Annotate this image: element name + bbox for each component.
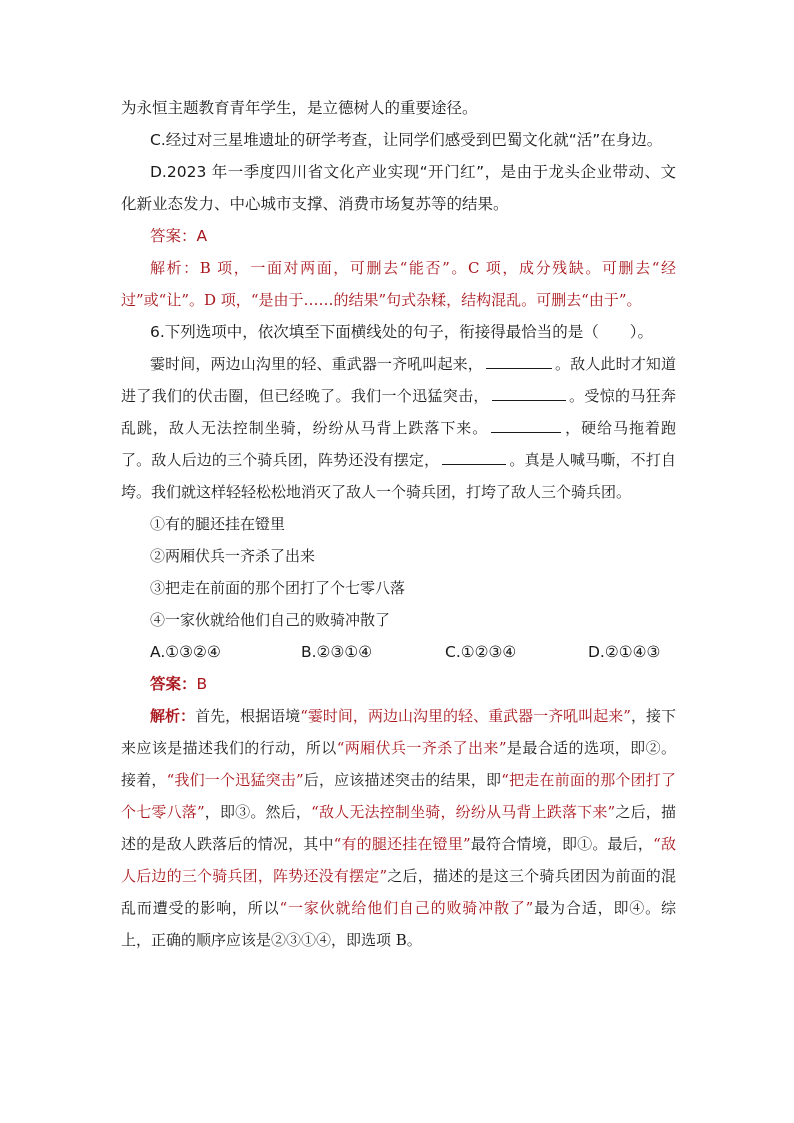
q5-answer	[121, 220, 676, 252]
q6-answer-label: 答案：	[150, 675, 197, 693]
q6-analysis-17: 最为合适，即④。综上，正确的顺序应该是②③①④，即选项 B。	[121, 899, 676, 949]
blank-4	[442, 446, 506, 465]
q6-analysis-4: “两厢伏兵一齐杀了出来”	[336, 739, 507, 757]
q5-analysis	[121, 252, 676, 316]
option-c: C.经过对三星堆遗址的研学考查，让同学们感受到巴蜀文化就“活”在身边。	[150, 131, 663, 149]
q5-analysis-highlight: “是由于……的结果”句式杂糅，结构混乱。可删去“由于”。	[250, 291, 642, 309]
q6-question: 6.下列选项中，依次填至下面横线处的句子，衔接得最恰当的是（ ）。	[150, 323, 654, 341]
blank-1	[486, 350, 552, 369]
q6-analysis-6: “我们一个迅猛突击”	[166, 771, 304, 789]
q6-option-4: ④一家伙就给他们自己的败骑冲散了	[150, 611, 391, 629]
passage-part-1: 霎时间，两边山沟里的轻、重武器一齐吼叫起来，	[150, 355, 483, 373]
q6-analysis	[121, 700, 676, 956]
passage-part-5: 。真是人喊马嘶，不打自垮。我们就这样轻轻松松地消灭了敌人一个骑兵团，打垮了敌人三个骑兵团。	[121, 451, 676, 501]
q6-analysis-15: 之后，描述的是这三个骑兵团因为前面的混乱而遭受的影响，所以	[121, 867, 676, 917]
q6-option-1: ①有的腿还挂在镫里	[150, 515, 286, 533]
q6-analysis-10: “敌人无法控制坐骑，纷纷从马背上跌落下来”	[311, 803, 616, 821]
q6-option-3: ③把走在前面的那个团打了个七零八落	[150, 579, 406, 597]
q5-answer-value: A	[196, 227, 208, 245]
q6-analysis-13: 最符合情境，即①。最后，	[470, 835, 654, 853]
q6-answer-value: B	[196, 675, 208, 693]
choice-b: B.②③①④	[301, 643, 373, 661]
document-page	[121, 92, 676, 956]
q6-analysis-label: 解析：	[150, 707, 196, 725]
passage-part-3: 。受惊的马狂奔乱跳，敌人无法控制坐骑，纷纷从马背上跌落下来。	[121, 387, 676, 437]
q6-analysis-14: “敌人后边的三个骑兵团，阵势还没有摆定”	[121, 835, 676, 885]
option-b-continuation: 为永恒主题教育青年学生，是立德树人的重要途径。	[121, 99, 478, 117]
q6-analysis-12: “有的腿还挂在镫里”	[333, 835, 471, 853]
q5-analysis-text: B 项，一面对两面，可删去“能否”。C 项，成分残缺。可删去“经过”或“让”。D 项，	[121, 259, 676, 309]
choice-a: A.①③②④	[150, 643, 221, 661]
q5-analysis-label: 解析：	[150, 259, 200, 277]
q6-analysis-2: “霎时间，两边山沟里的轻、重武器一齐吼叫起来”	[300, 707, 631, 725]
choice-d: D.②①④③	[588, 643, 661, 661]
q6-analysis-16: “一家伙就给他们自己的败骑冲散了”	[279, 899, 534, 917]
choice-c: C.①②③④	[445, 643, 517, 661]
q6-answer	[121, 668, 676, 700]
q6-analysis-8: “把走在前面的那个团打了个七零八落”	[121, 771, 676, 821]
q6-passage	[121, 348, 676, 508]
option-d: D.2023 年一季度四川省文化产业实现“开门红”，是由于龙头企业带动、文化新业态发力、中心城市支撑、消费市场复苏等的结果。	[121, 163, 676, 213]
q6-choices	[121, 636, 676, 668]
q6-analysis-7: 后，应该描述突击的结果，即	[303, 771, 502, 789]
q6-analysis-5: 是最合适的选项，即②。接着，	[121, 739, 676, 789]
q6-analysis-1: 首先，根据语境	[195, 707, 301, 725]
q6-analysis-11: 之后，描述的是敌人跌落后的情况，其中	[121, 803, 676, 853]
passage-part-2: 。敌人此时才知道进了我们的伏击圈，但已经晚了。我们一个迅猛突击，	[121, 355, 676, 405]
blank-2	[492, 382, 566, 401]
q6-option-2: ②两厢伏兵一齐杀了出来	[150, 547, 316, 565]
q5-answer-label: 答案：	[150, 227, 197, 245]
passage-part-4: ，硬给马拖着跑了。敌人后边的三个骑兵团，阵势还没有摆定，	[121, 419, 676, 469]
blank-3	[491, 414, 561, 433]
q6-analysis-3: ，接下来应该是描述我们的行动，所以	[121, 707, 676, 757]
q6-analysis-9: ，即③。然后，	[204, 803, 312, 821]
